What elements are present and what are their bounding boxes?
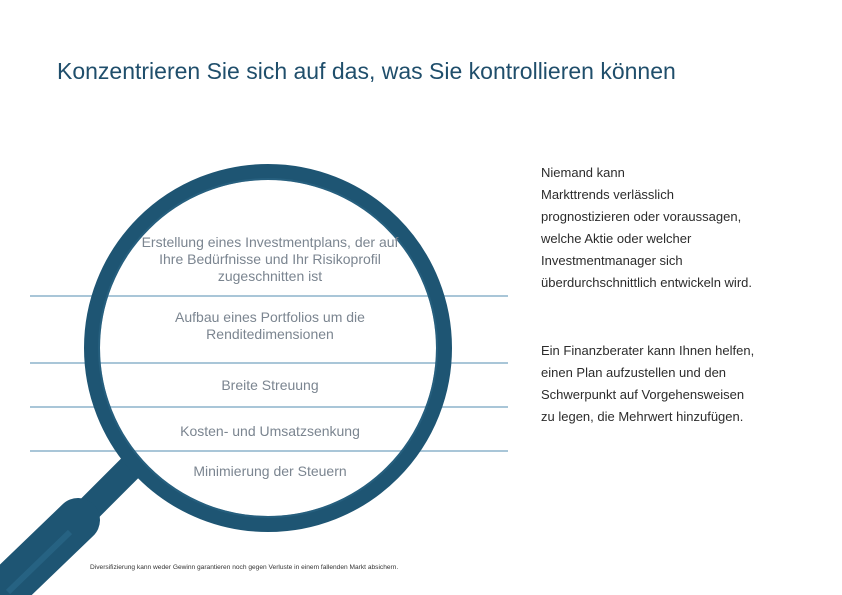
lens-item-taxes: Minimierung der Steuern — [193, 463, 347, 479]
text-line: Investmentmanager sich — [541, 253, 683, 268]
text-line: Niemand kann — [541, 165, 625, 180]
text-line: zu legen, die Mehrwert hinzufügen. — [541, 409, 744, 424]
text-line: einen Plan aufzustellen und den — [541, 365, 727, 380]
lens-item-portfolio: Aufbau eines Portfolios um die Renditedimensionen — [175, 309, 365, 342]
footnote: Diversifizierung kann weder Gewinn garantieren noch gegen Verluste in einem fallenden Markt absichern. — [90, 564, 399, 571]
text-line: welche Aktie oder welcher — [541, 231, 692, 246]
text-line: Markttrends verlässlich — [541, 187, 674, 202]
page-title: Konzentrieren Sie sich auf das, was Sie kontrollieren können — [57, 58, 676, 84]
text-line: überdurchschnittlich entwickeln wird. — [541, 275, 752, 290]
right-paragraph-1 — [541, 162, 801, 294]
lens-item-diversification: Breite Streuung — [221, 377, 319, 393]
lens-item-plan: Erstellung eines Investmentplans, der auf Ihre Bedürfnisse und Ihr Risikoprofil zugeschnitten ist — [141, 234, 399, 284]
right-paragraph-2 — [541, 340, 801, 428]
magnifier-handle — [0, 460, 138, 595]
text-line: Schwerpunkt auf Vorgehensweisen — [541, 387, 745, 402]
text-line: Ein Finanzberater kann Ihnen helfen, — [541, 343, 755, 358]
lens-item-costs: Kosten- und Umsatzsenkung — [180, 423, 360, 439]
text-line: prognostizieren oder voraussagen, — [541, 209, 742, 224]
